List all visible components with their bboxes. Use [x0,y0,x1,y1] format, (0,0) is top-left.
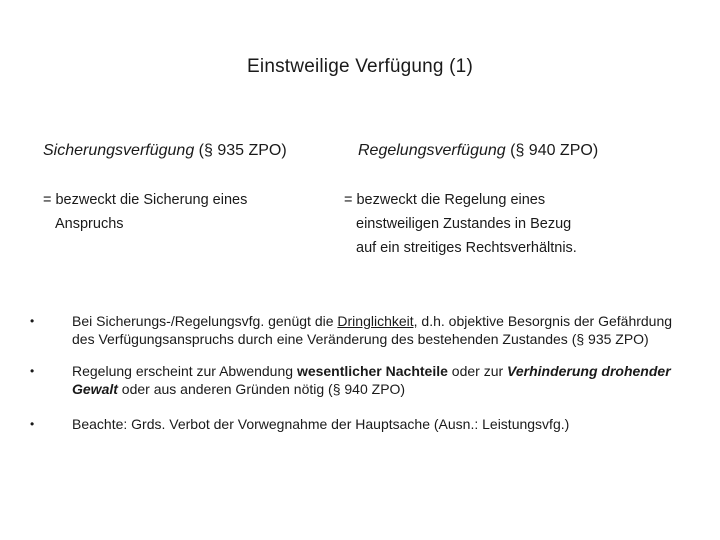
bullet-list [30,312,690,433]
definition-line: = bezweckt die Regelung eines [344,192,546,208]
bullet-text: Regelung erscheint zur Abwendung [72,363,297,379]
regelungsverfuegung-definition [344,188,577,260]
sicherungsverfuegung-reference: (§ 935 ZPO) [194,142,287,159]
regelungsverfuegung-reference: (§ 940 ZPO) [505,142,599,159]
bullet-item-regelung [30,362,690,398]
definition-line: auf ein streitiges Rechtsverhältnis. [356,240,577,256]
dringlichkeit-term: Dringlichkeit, [337,313,418,329]
bullet-item-dringlichkeit [30,312,690,348]
definition-line: einstweiligen Zustandes in Bezug [356,216,572,232]
bullet-text: Beachte: Grds. Verbot der Vorwegnahme der Hauptsache (Ausn.: Leistungsvfg.) [72,416,570,432]
bullet-icon: • [30,364,35,378]
bullet-text: oder aus anderen Gründen nötig (§ 940 ZPO) [117,381,406,397]
bullet-text: oder zur [447,363,508,379]
sicherungsverfuegung-heading [43,142,287,160]
slide-title: Einstweilige Verfügung (1) [247,56,473,77]
bullet-text: Bei Sicherungs-/Regelungsvfg. genügt die [72,313,338,329]
sicherungsverfuegung-term: Sicherungsverfügung [43,142,195,159]
bullet-icon: • [30,417,35,431]
verhinderung-gewalt-term: Verhinderung drohender Gewalt [72,363,671,397]
regelungsverfuegung-heading [358,142,598,160]
definition-line: Anspruchs [55,216,124,232]
bullet-icon: • [30,314,35,328]
regelungsverfuegung-term: Regelungsverfügung [358,142,506,159]
definition-line: = bezweckt die Sicherung eines [43,192,248,208]
bullet-text: d.h. objektive Besorgnis der Gefährdung des Verfügungsanspruchs durch eine Veränderung des bestehenden Zustandes (§ 935 ZPO) [72,313,673,347]
sicherungsverfuegung-definition [43,188,247,236]
bullet-item-beachte [30,415,690,433]
wesentliche-nachteile-term: wesentlicher Nachteile [296,363,448,379]
